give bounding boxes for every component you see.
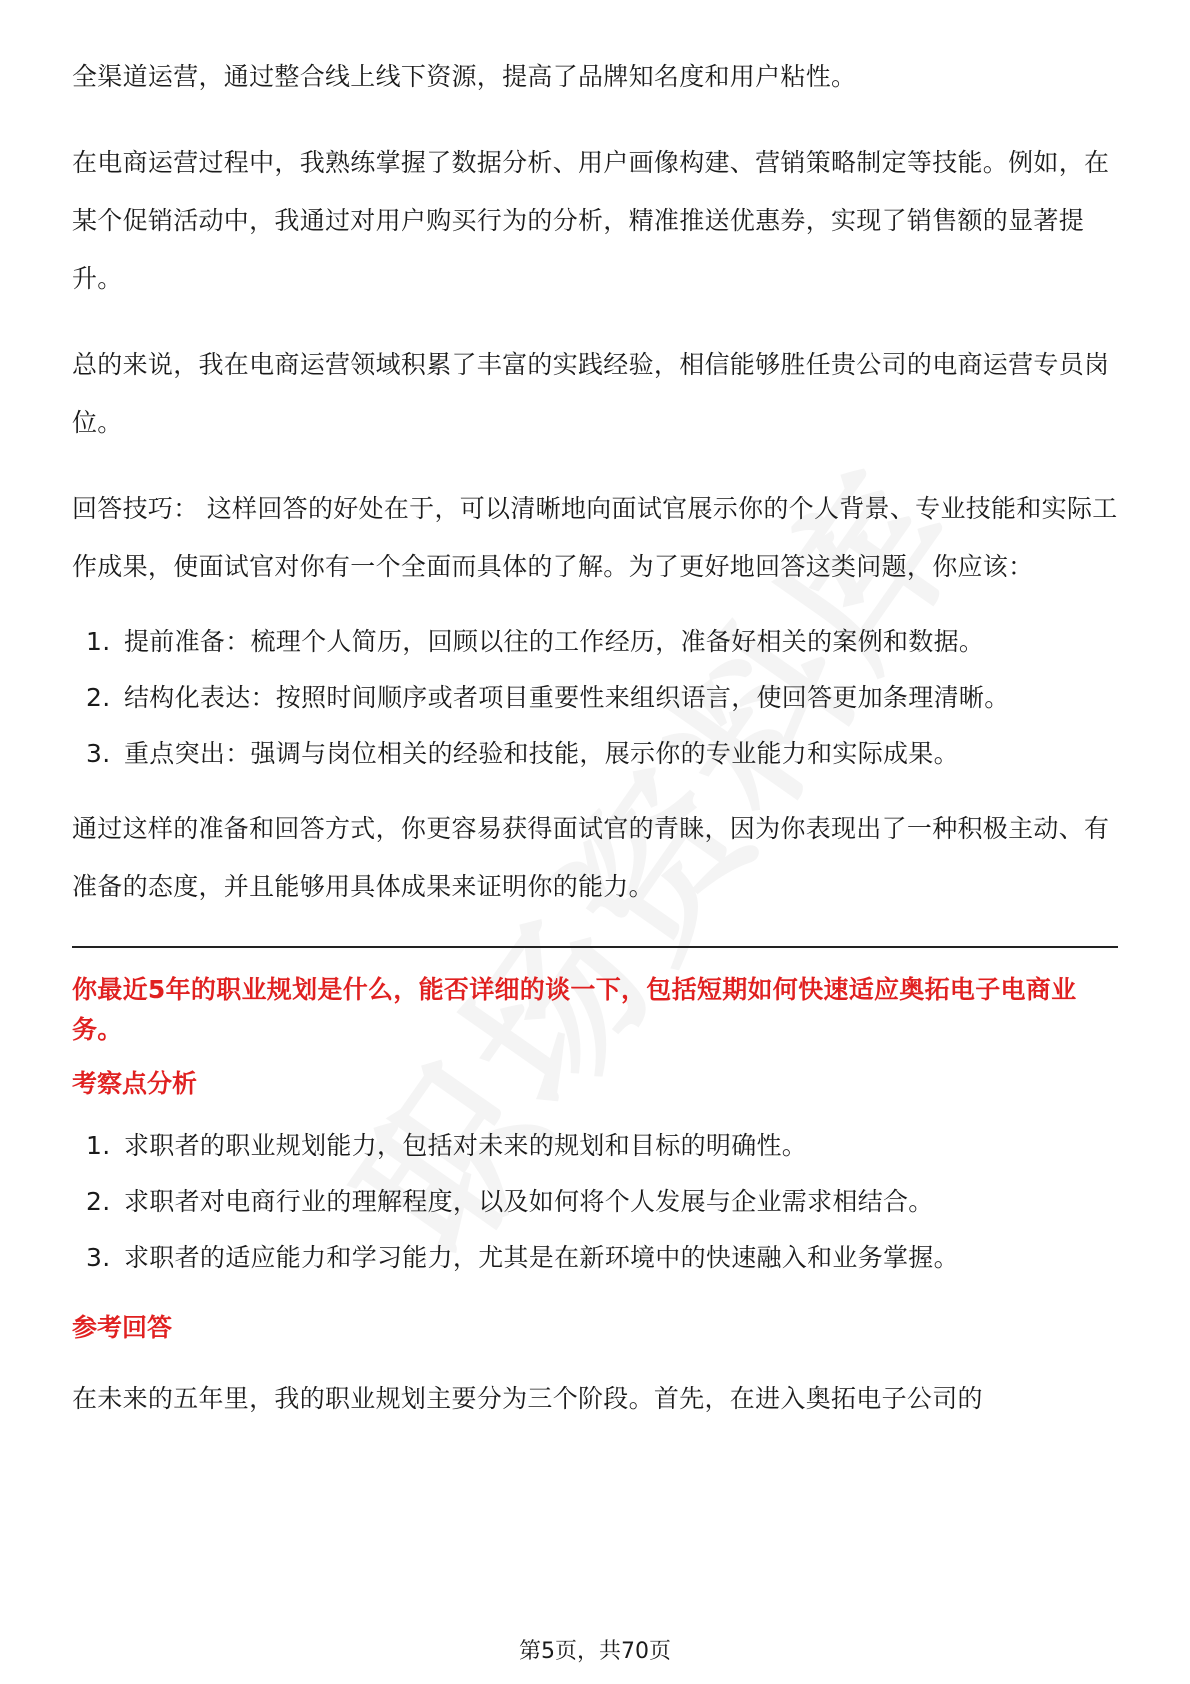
page-content bbox=[72, 48, 1118, 1428]
paragraph-closing: 通过这样的准备和回答方式，你更容易获得面试官的青睐，因为你表现出了一种积极主动、有准备的态度，并且能够用具体成果来证明你的能力。 bbox=[72, 814, 1110, 901]
list-number: 2. bbox=[86, 1187, 111, 1216]
list-item-text: 重点突出：强调与岗位相关的经验和技能，展示你的专业能力和实际成果。 bbox=[124, 739, 959, 768]
list-item-text: 求职者的适应能力和学习能力，尤其是在新环境中的快速融入和业务掌握。 bbox=[124, 1243, 959, 1272]
list-item bbox=[72, 614, 1118, 670]
reference-heading: 参考回答 bbox=[72, 1313, 173, 1342]
list-number: 2. bbox=[86, 683, 111, 712]
list-item-text: 求职者的职业规划能力，包括对未来的规划和目标的明确性。 bbox=[124, 1131, 808, 1160]
list-item bbox=[72, 726, 1118, 782]
list-number: 1. bbox=[86, 1131, 111, 1160]
list-number: 3. bbox=[86, 1243, 111, 1272]
list-item bbox=[72, 670, 1118, 726]
list-item bbox=[72, 1174, 1118, 1230]
section-divider bbox=[72, 946, 1118, 948]
analysis-heading: 考察点分析 bbox=[72, 1069, 198, 1098]
paragraph-channel-ops: 全渠道运营，通过整合线上线下资源，提高了品牌知名度和用户粘性。 bbox=[72, 62, 857, 91]
question-heading: 你最近5年的职业规划是什么，能否详细的谈一下，包括短期如何快速适应奥拓电子电商业务。 bbox=[72, 975, 1077, 1044]
list-item-text: 提前准备：梳理个人简历，回顾以往的工作经历，准备好相关的案例和数据。 bbox=[124, 627, 985, 656]
paragraph-reference: 在未来的五年里，我的职业规划主要分为三个阶段。首先，在进入奥拓电子公司的 bbox=[72, 1384, 983, 1413]
analysis-list bbox=[72, 1118, 1118, 1286]
paragraph-answer-tips: 回答技巧： 这样回答的好处在于，可以清晰地向面试官展示你的个人背景、专业技能和实际工作成果，使面试官对你有一个全面而具体的了解。为了更好地回答这类问题，你应该： bbox=[72, 494, 1118, 581]
list-number: 3. bbox=[86, 739, 111, 768]
list-item bbox=[72, 1230, 1118, 1286]
paragraph-skills: 在电商运营过程中，我熟练掌握了数据分析、用户画像构建、营销策略制定等技能。例如，在某个促销活动中，我通过对用户购买行为的分析，精准推送优惠券，实现了销售额的显著提升。 bbox=[72, 148, 1110, 293]
page-footer: 第5页，共70页 bbox=[519, 1639, 671, 1664]
list-item-text: 结构化表达：按照时间顺序或者项目重要性来组织语言，使回答更加条理清晰。 bbox=[124, 683, 1010, 712]
list-item-text: 求职者对电商行业的理解程度，以及如何将个人发展与企业需求相结合。 bbox=[124, 1187, 934, 1216]
paragraph-summary: 总的来说，我在电商运营领域积累了丰富的实践经验，相信能够胜任贵公司的电商运营专员岗位。 bbox=[72, 350, 1110, 437]
tips-list bbox=[72, 614, 1118, 782]
list-number: 1. bbox=[86, 627, 111, 656]
list-item bbox=[72, 1118, 1118, 1174]
